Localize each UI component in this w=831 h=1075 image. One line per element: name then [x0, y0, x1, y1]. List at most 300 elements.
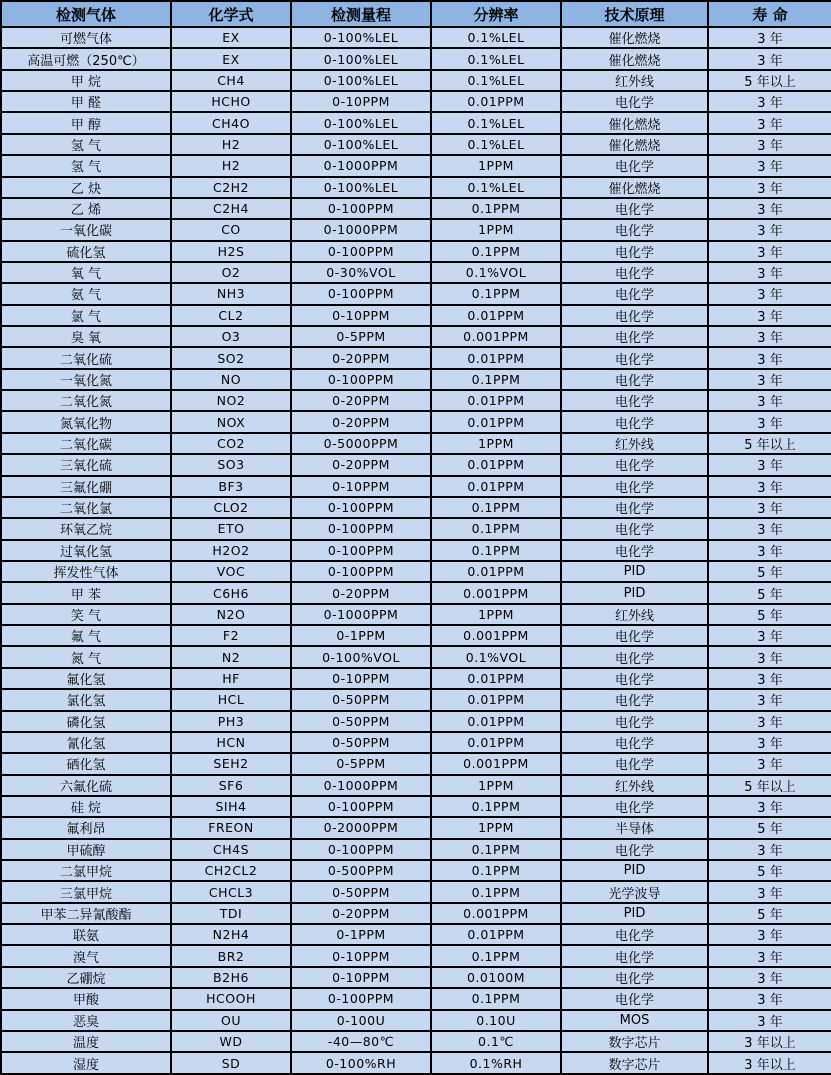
table-row — [1, 454, 831, 475]
cell-gas: 过氧化氢 — [1, 540, 171, 561]
column-header-gas: 检测气体 — [1, 1, 171, 27]
table-row — [1, 433, 831, 454]
cell-principle: 电化学 — [561, 347, 708, 368]
cell-resolution: 0.001PPM — [431, 582, 561, 603]
cell-range: 0-100PPM — [291, 497, 431, 518]
table-row — [1, 241, 831, 262]
cell-range: 0-100%LEL — [291, 48, 431, 69]
table-row — [1, 967, 831, 988]
cell-resolution: 0.01PPM — [431, 668, 561, 689]
table-row — [1, 689, 831, 710]
cell-gas: 硫化氢 — [1, 241, 171, 262]
cell-lifespan: 3 年 — [708, 219, 831, 240]
cell-gas: 环氧乙烷 — [1, 518, 171, 539]
cell-principle: 电化学 — [561, 945, 708, 966]
cell-range: 0-50PPM — [291, 732, 431, 753]
cell-principle: 电化学 — [561, 497, 708, 518]
cell-resolution: 0.1%LEL — [431, 48, 561, 69]
cell-lifespan: 3 年 — [708, 347, 831, 368]
cell-resolution: 0.001PPM — [431, 753, 561, 774]
table-row — [1, 48, 831, 69]
cell-resolution: 0.01PPM — [431, 561, 561, 582]
table-row — [1, 177, 831, 198]
cell-resolution: 0.1%VOL — [431, 646, 561, 667]
cell-formula: TDI — [171, 903, 291, 924]
cell-gas: 硅 烷 — [1, 796, 171, 817]
table-row — [1, 860, 831, 881]
cell-gas: 甲 醛 — [1, 91, 171, 112]
cell-gas: 氢 气 — [1, 134, 171, 155]
cell-gas: 氟利昂 — [1, 817, 171, 838]
cell-lifespan: 3 年 — [708, 262, 831, 283]
cell-lifespan: 3 年 — [708, 476, 831, 497]
cell-formula: C2H4 — [171, 198, 291, 219]
cell-formula: EX — [171, 27, 291, 48]
cell-resolution: 1PPM — [431, 817, 561, 838]
cell-formula: N2H4 — [171, 924, 291, 945]
cell-range: 0-20PPM — [291, 347, 431, 368]
cell-principle: 电化学 — [561, 262, 708, 283]
cell-resolution: 0.1PPM — [431, 369, 561, 390]
column-header-formula: 化学式 — [171, 1, 291, 27]
cell-resolution: 0.001PPM — [431, 903, 561, 924]
cell-principle: 催化燃烧 — [561, 177, 708, 198]
cell-resolution: 1PPM — [431, 604, 561, 625]
cell-principle: 数字芯片 — [561, 1031, 708, 1052]
table-row — [1, 796, 831, 817]
cell-lifespan: 5 年 — [708, 817, 831, 838]
cell-resolution: 0.1PPM — [431, 198, 561, 219]
table-row — [1, 582, 831, 603]
table-row — [1, 198, 831, 219]
cell-lifespan: 3 年 — [708, 732, 831, 753]
cell-principle: 红外线 — [561, 70, 708, 91]
cell-principle: 电化学 — [561, 625, 708, 646]
cell-resolution: 0.1PPM — [431, 497, 561, 518]
cell-gas: 三氯甲烷 — [1, 881, 171, 902]
table-row — [1, 646, 831, 667]
cell-lifespan: 3 年 — [708, 198, 831, 219]
cell-principle: 电化学 — [561, 326, 708, 347]
cell-gas: 一氧化氮 — [1, 369, 171, 390]
cell-lifespan: 3 年 — [708, 305, 831, 326]
cell-range: 0-100PPM — [291, 839, 431, 860]
cell-resolution: 0.01PPM — [431, 390, 561, 411]
cell-formula: NOX — [171, 411, 291, 432]
table-row — [1, 1031, 831, 1052]
cell-formula: C6H6 — [171, 582, 291, 603]
column-header-principle: 技术原理 — [561, 1, 708, 27]
cell-gas: 三氧化硫 — [1, 454, 171, 475]
cell-formula: BF3 — [171, 476, 291, 497]
cell-lifespan: 3 年 — [708, 668, 831, 689]
cell-formula: NO2 — [171, 390, 291, 411]
cell-gas: 溴气 — [1, 945, 171, 966]
cell-formula: N2O — [171, 604, 291, 625]
cell-range: 0-50PPM — [291, 689, 431, 710]
table-row — [1, 390, 831, 411]
cell-lifespan: 3 年 — [708, 454, 831, 475]
cell-formula: HCHO — [171, 91, 291, 112]
cell-gas: 二氧化氯 — [1, 497, 171, 518]
cell-range: 0-100PPM — [291, 241, 431, 262]
cell-formula: SF6 — [171, 775, 291, 796]
cell-resolution: 0.01PPM — [431, 924, 561, 945]
table-row — [1, 753, 831, 774]
cell-lifespan: 3 年以上 — [708, 1031, 831, 1052]
cell-principle: 电化学 — [561, 369, 708, 390]
cell-resolution: 0.1PPM — [431, 540, 561, 561]
cell-principle: 电化学 — [561, 668, 708, 689]
cell-lifespan: 5 年 — [708, 860, 831, 881]
cell-formula: NH3 — [171, 283, 291, 304]
cell-resolution: 1PPM — [431, 155, 561, 176]
cell-resolution: 0.1%VOL — [431, 262, 561, 283]
cell-principle: 电化学 — [561, 198, 708, 219]
cell-range: 0-100PPM — [291, 796, 431, 817]
table-row — [1, 369, 831, 390]
cell-formula: BR2 — [171, 945, 291, 966]
table-row — [1, 155, 831, 176]
cell-range: 0-10PPM — [291, 668, 431, 689]
table-row — [1, 262, 831, 283]
cell-formula: N2 — [171, 646, 291, 667]
cell-range: 0-100%LEL — [291, 177, 431, 198]
cell-formula: CL2 — [171, 305, 291, 326]
cell-resolution: 0.1PPM — [431, 796, 561, 817]
cell-lifespan: 3 年 — [708, 689, 831, 710]
cell-gas: 挥发性气体 — [1, 561, 171, 582]
cell-lifespan: 3 年 — [708, 241, 831, 262]
table-row — [1, 945, 831, 966]
cell-principle: 电化学 — [561, 689, 708, 710]
cell-lifespan: 3 年 — [708, 518, 831, 539]
table-row — [1, 732, 831, 753]
cell-gas: 湿度 — [1, 1052, 171, 1074]
cell-range: 0-100%VOL — [291, 646, 431, 667]
cell-range: 0-10PPM — [291, 91, 431, 112]
table-row — [1, 903, 831, 924]
cell-gas: 六氟化硫 — [1, 775, 171, 796]
column-header-lifespan: 寿 命 — [708, 1, 831, 27]
cell-formula: VOC — [171, 561, 291, 582]
cell-formula: H2S — [171, 241, 291, 262]
cell-resolution: 0.1PPM — [431, 945, 561, 966]
cell-principle: 电化学 — [561, 988, 708, 1009]
cell-lifespan: 3 年 — [708, 283, 831, 304]
cell-resolution: 0.1PPM — [431, 283, 561, 304]
cell-formula: NO — [171, 369, 291, 390]
cell-resolution: 0.1%LEL — [431, 177, 561, 198]
cell-gas: 氯 气 — [1, 305, 171, 326]
cell-range: 0-100PPM — [291, 988, 431, 1009]
cell-range: 0-5000PPM — [291, 433, 431, 454]
cell-gas: 氮氧化物 — [1, 411, 171, 432]
cell-gas: 二氧化碳 — [1, 433, 171, 454]
cell-gas: 氯化氢 — [1, 689, 171, 710]
cell-resolution: 0.1%LEL — [431, 70, 561, 91]
cell-formula: SIH4 — [171, 796, 291, 817]
cell-resolution: 0.1%LEL — [431, 112, 561, 133]
table-row — [1, 924, 831, 945]
cell-formula: CHCL3 — [171, 881, 291, 902]
cell-range: 0-50PPM — [291, 881, 431, 902]
cell-principle: 电化学 — [561, 732, 708, 753]
header-row — [1, 1, 831, 27]
table-row — [1, 326, 831, 347]
cell-lifespan: 3 年 — [708, 155, 831, 176]
table-row — [1, 775, 831, 796]
table-row — [1, 668, 831, 689]
cell-lifespan: 3 年 — [708, 540, 831, 561]
table-row — [1, 27, 831, 48]
cell-lifespan: 3 年 — [708, 753, 831, 774]
cell-lifespan: 3 年以上 — [708, 1052, 831, 1074]
cell-formula: H2 — [171, 134, 291, 155]
cell-formula: CH4S — [171, 839, 291, 860]
table-row — [1, 1052, 831, 1074]
cell-gas: 氟化氢 — [1, 668, 171, 689]
table-row — [1, 91, 831, 112]
cell-range: 0-1000PPM — [291, 775, 431, 796]
cell-range: 0-1000PPM — [291, 219, 431, 240]
cell-lifespan: 3 年 — [708, 796, 831, 817]
cell-gas: 恶臭 — [1, 1010, 171, 1031]
cell-principle: 电化学 — [561, 646, 708, 667]
cell-range: 0-1PPM — [291, 924, 431, 945]
cell-formula: H2O2 — [171, 540, 291, 561]
table-row — [1, 347, 831, 368]
cell-resolution: 0.1PPM — [431, 839, 561, 860]
cell-lifespan: 3 年 — [708, 881, 831, 902]
cell-principle: 电化学 — [561, 753, 708, 774]
cell-principle: PID — [561, 582, 708, 603]
cell-formula: O2 — [171, 262, 291, 283]
table-row — [1, 817, 831, 838]
table-row — [1, 476, 831, 497]
cell-principle: PID — [561, 860, 708, 881]
cell-formula: PH3 — [171, 711, 291, 732]
cell-gas: 氰化氢 — [1, 732, 171, 753]
cell-lifespan: 3 年 — [708, 326, 831, 347]
cell-range: 0-100PPM — [291, 369, 431, 390]
cell-gas: 氨 气 — [1, 283, 171, 304]
cell-lifespan: 5 年 — [708, 561, 831, 582]
cell-range: 0-100PPM — [291, 561, 431, 582]
cell-range: 0-100PPM — [291, 283, 431, 304]
cell-lifespan: 5 年以上 — [708, 775, 831, 796]
cell-gas: 乙 烯 — [1, 198, 171, 219]
cell-gas: 硒化氢 — [1, 753, 171, 774]
cell-lifespan: 3 年 — [708, 988, 831, 1009]
cell-range: 0-20PPM — [291, 411, 431, 432]
table-row — [1, 497, 831, 518]
cell-gas: 笑 气 — [1, 604, 171, 625]
cell-range: 0-10PPM — [291, 967, 431, 988]
cell-resolution: 0.1PPM — [431, 881, 561, 902]
cell-range: 0-20PPM — [291, 390, 431, 411]
cell-range: 0-5PPM — [291, 326, 431, 347]
cell-range: 0-100PPM — [291, 540, 431, 561]
cell-principle: 数字芯片 — [561, 1052, 708, 1074]
cell-formula: SEH2 — [171, 753, 291, 774]
cell-lifespan: 3 年 — [708, 839, 831, 860]
cell-principle: 电化学 — [561, 967, 708, 988]
cell-formula: H2 — [171, 155, 291, 176]
cell-range: 0-100PPM — [291, 518, 431, 539]
table-row — [1, 711, 831, 732]
cell-principle: 电化学 — [561, 411, 708, 432]
cell-range: 0-1PPM — [291, 625, 431, 646]
cell-range: 0-100%RH — [291, 1052, 431, 1074]
cell-range: 0-10PPM — [291, 305, 431, 326]
cell-range: 0-100%LEL — [291, 112, 431, 133]
cell-range: 0-20PPM — [291, 903, 431, 924]
cell-resolution: 0.01PPM — [431, 347, 561, 368]
cell-principle: 电化学 — [561, 540, 708, 561]
cell-lifespan: 3 年 — [708, 369, 831, 390]
cell-gas: 可燃气体 — [1, 27, 171, 48]
cell-gas: 甲 烷 — [1, 70, 171, 91]
cell-lifespan: 3 年 — [708, 27, 831, 48]
cell-range: -40—80℃ — [291, 1031, 431, 1052]
cell-range: 0-100PPM — [291, 198, 431, 219]
cell-resolution: 0.01PPM — [431, 305, 561, 326]
cell-formula: CH4O — [171, 112, 291, 133]
cell-gas: 氟 气 — [1, 625, 171, 646]
cell-range: 0-30%VOL — [291, 262, 431, 283]
cell-lifespan: 3 年 — [708, 1010, 831, 1031]
cell-gas: 氮 气 — [1, 646, 171, 667]
cell-resolution: 0.1PPM — [431, 241, 561, 262]
cell-formula: SO3 — [171, 454, 291, 475]
cell-range: 0-100U — [291, 1010, 431, 1031]
cell-gas: 二氧化硫 — [1, 347, 171, 368]
cell-lifespan: 3 年 — [708, 646, 831, 667]
cell-lifespan: 3 年 — [708, 711, 831, 732]
cell-lifespan: 5 年 — [708, 582, 831, 603]
cell-range: 0-10PPM — [291, 945, 431, 966]
cell-lifespan: 3 年 — [708, 625, 831, 646]
cell-gas: 臭 氧 — [1, 326, 171, 347]
cell-formula: B2H6 — [171, 967, 291, 988]
table-row — [1, 881, 831, 902]
cell-range: 0-10PPM — [291, 476, 431, 497]
cell-range: 0-2000PPM — [291, 817, 431, 838]
cell-formula: HCL — [171, 689, 291, 710]
table-row — [1, 219, 831, 240]
table-row — [1, 518, 831, 539]
cell-principle: 红外线 — [561, 775, 708, 796]
cell-resolution: 0.0100M — [431, 967, 561, 988]
cell-formula: C2H2 — [171, 177, 291, 198]
table-row — [1, 305, 831, 326]
table-row — [1, 134, 831, 155]
cell-lifespan: 5 年以上 — [708, 70, 831, 91]
cell-principle: 催化燃烧 — [561, 112, 708, 133]
cell-lifespan: 3 年 — [708, 390, 831, 411]
cell-lifespan: 3 年 — [708, 924, 831, 945]
cell-range: 0-500PPM — [291, 860, 431, 881]
cell-gas: 三氟化硼 — [1, 476, 171, 497]
cell-lifespan: 3 年 — [708, 945, 831, 966]
cell-range: 0-100%LEL — [291, 27, 431, 48]
cell-formula: WD — [171, 1031, 291, 1052]
table-header — [1, 1, 831, 27]
cell-resolution: 0.1PPM — [431, 860, 561, 881]
cell-gas: 甲 醇 — [1, 112, 171, 133]
cell-principle: 红外线 — [561, 604, 708, 625]
cell-principle: 电化学 — [561, 518, 708, 539]
cell-principle: 催化燃烧 — [561, 134, 708, 155]
cell-formula: SD — [171, 1052, 291, 1074]
table-row — [1, 540, 831, 561]
cell-principle: 电化学 — [561, 219, 708, 240]
cell-range: 0-20PPM — [291, 454, 431, 475]
cell-principle: 电化学 — [561, 839, 708, 860]
cell-principle: 催化燃烧 — [561, 48, 708, 69]
cell-range: 0-20PPM — [291, 582, 431, 603]
cell-resolution: 1PPM — [431, 219, 561, 240]
cell-range: 0-100%LEL — [291, 134, 431, 155]
table-row — [1, 411, 831, 432]
cell-principle: 电化学 — [561, 91, 708, 112]
cell-resolution: 0.1PPM — [431, 988, 561, 1009]
column-header-resolution: 分辨率 — [431, 1, 561, 27]
cell-formula: CO2 — [171, 433, 291, 454]
cell-resolution: 0.1%LEL — [431, 134, 561, 155]
table-row — [1, 283, 831, 304]
cell-principle: 半导体 — [561, 817, 708, 838]
cell-resolution: 0.01PPM — [431, 689, 561, 710]
cell-gas: 高温可燃（250℃） — [1, 48, 171, 69]
cell-principle: PID — [561, 561, 708, 582]
cell-principle: 电化学 — [561, 305, 708, 326]
cell-resolution: 0.1%LEL — [431, 27, 561, 48]
cell-resolution: 0.10U — [431, 1010, 561, 1031]
cell-formula: OU — [171, 1010, 291, 1031]
cell-principle: 电化学 — [561, 711, 708, 732]
table-row — [1, 604, 831, 625]
cell-formula: HCOOH — [171, 988, 291, 1009]
cell-gas: 温度 — [1, 1031, 171, 1052]
cell-gas: 二氧化氮 — [1, 390, 171, 411]
cell-formula: SO2 — [171, 347, 291, 368]
table-row — [1, 561, 831, 582]
cell-principle: 电化学 — [561, 924, 708, 945]
table-row — [1, 988, 831, 1009]
cell-principle: 光学波导 — [561, 881, 708, 902]
cell-gas: 联氨 — [1, 924, 171, 945]
cell-resolution: 1PPM — [431, 775, 561, 796]
cell-gas: 甲苯二异氰酸酯 — [1, 903, 171, 924]
cell-lifespan: 3 年 — [708, 48, 831, 69]
cell-formula: HF — [171, 668, 291, 689]
cell-principle: PID — [561, 903, 708, 924]
cell-principle: 电化学 — [561, 454, 708, 475]
cell-gas: 甲酸 — [1, 988, 171, 1009]
cell-resolution: 0.001PPM — [431, 326, 561, 347]
cell-formula: CO — [171, 219, 291, 240]
cell-gas: 氢 气 — [1, 155, 171, 176]
cell-resolution: 1PPM — [431, 433, 561, 454]
column-header-range: 检测量程 — [291, 1, 431, 27]
table-row — [1, 112, 831, 133]
cell-gas: 一氧化碳 — [1, 219, 171, 240]
cell-principle: 电化学 — [561, 796, 708, 817]
cell-lifespan: 3 年 — [708, 134, 831, 155]
cell-formula: O3 — [171, 326, 291, 347]
